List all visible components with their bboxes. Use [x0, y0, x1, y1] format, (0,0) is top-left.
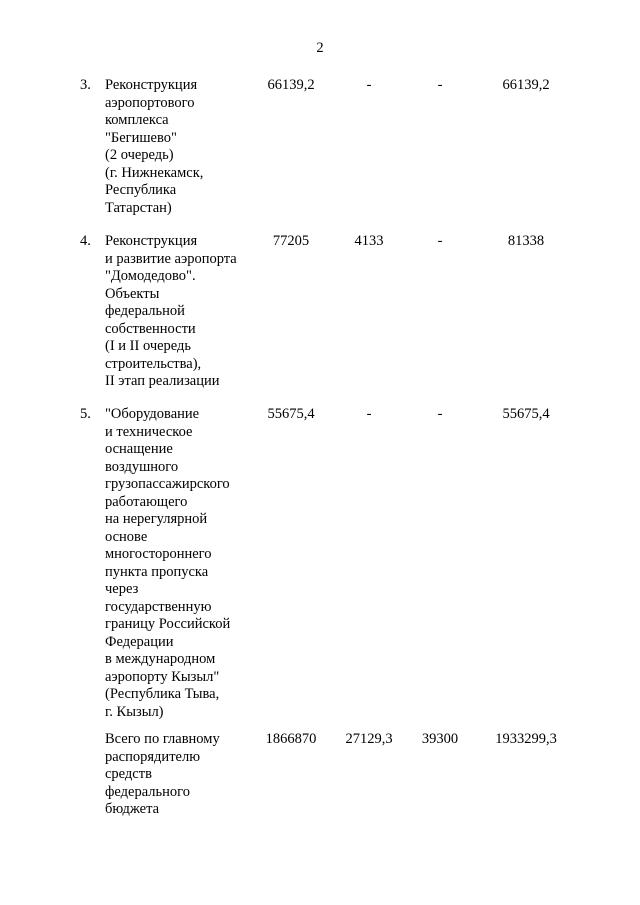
value-cell: 66139,2	[267, 77, 315, 93]
row-name-line: бюджета	[105, 801, 160, 817]
row-name-line: и развитие аэропорта	[105, 250, 237, 267]
row-name-line: оснащение	[105, 441, 173, 457]
row-name-line: Татарстан)	[105, 199, 172, 216]
row-name-line: основе	[105, 528, 148, 545]
row-name-line: собственности	[105, 320, 196, 337]
page-number: 2	[316, 40, 324, 56]
value-cell: 1866870	[265, 731, 317, 747]
value-cell: -	[437, 233, 443, 249]
row-number: 5.	[80, 406, 91, 422]
row-name-line: (г. Нижнекамск,	[105, 164, 204, 181]
row-name-line: аэропорту Кызыл"	[105, 668, 220, 685]
row-name-line: на нерегулярной	[105, 511, 208, 527]
row-name	[105, 406, 255, 721]
row-name-line: через	[105, 581, 139, 597]
row-name	[105, 233, 255, 391]
row-name-line: Всего по главному	[105, 731, 220, 747]
row-name-line: границу Российской	[105, 616, 231, 632]
row-name-line: "Бегишево"	[105, 129, 177, 146]
row-name-line: Реконструкция	[105, 77, 198, 93]
row-name-line: "Домодедово".	[105, 268, 196, 284]
row-name-line: Объекты	[105, 285, 160, 302]
value-cell: 27129,3	[345, 731, 393, 747]
value-cell: 77205	[272, 233, 310, 249]
row-name-line: строительства),	[105, 355, 202, 372]
row-name-line: Республика	[105, 182, 177, 198]
row-name-line: федерального	[105, 783, 190, 800]
row-name-line: (2 очередь)	[105, 147, 174, 163]
value-cell: 39300	[421, 731, 459, 747]
row-name-line: Федерации	[105, 633, 174, 650]
value-cell: 55675,4	[502, 406, 550, 422]
row-name-line: распорядителю	[105, 748, 201, 765]
row-name	[105, 77, 255, 217]
row-name-line: средств	[105, 766, 152, 782]
value-cell: 4133	[354, 233, 384, 249]
row-name-line: в международном	[105, 651, 216, 667]
row-name-line: работающего	[105, 493, 188, 510]
value-cell: 66139,2	[502, 77, 550, 93]
row-name-line: и техническое	[105, 423, 193, 440]
row-number: 3.	[80, 77, 91, 93]
row-name-line: федеральной	[105, 303, 185, 319]
row-name-line: (I и II очередь	[105, 338, 192, 354]
value-cell: -	[366, 77, 372, 93]
value-cell: -	[437, 77, 443, 93]
value-cell: 1933299,3	[495, 731, 557, 747]
row-name-line: аэропортового	[105, 94, 195, 111]
row-name-line: воздушного	[105, 458, 179, 475]
value-cell: 81338	[507, 233, 545, 249]
value-cell: -	[437, 406, 443, 422]
row-name-line: государственную	[105, 598, 212, 615]
row-name-line: многостороннего	[105, 546, 212, 562]
row-name	[105, 731, 255, 819]
row-name-line: комплекса	[105, 112, 169, 128]
row-name-line: (Республика Тыва,	[105, 686, 220, 702]
row-name-line: "Оборудование	[105, 406, 200, 422]
row-name-line: г. Кызыл)	[105, 703, 164, 720]
value-cell: -	[366, 406, 372, 422]
row-name-line: Реконструкция	[105, 233, 198, 249]
value-cell: 55675,4	[267, 406, 315, 422]
row-name-line: грузопассажирского	[105, 476, 230, 492]
row-number: 4.	[80, 233, 91, 249]
row-name-line: II этап реализации	[105, 373, 220, 389]
row-name-line: пункта пропуска	[105, 563, 209, 580]
